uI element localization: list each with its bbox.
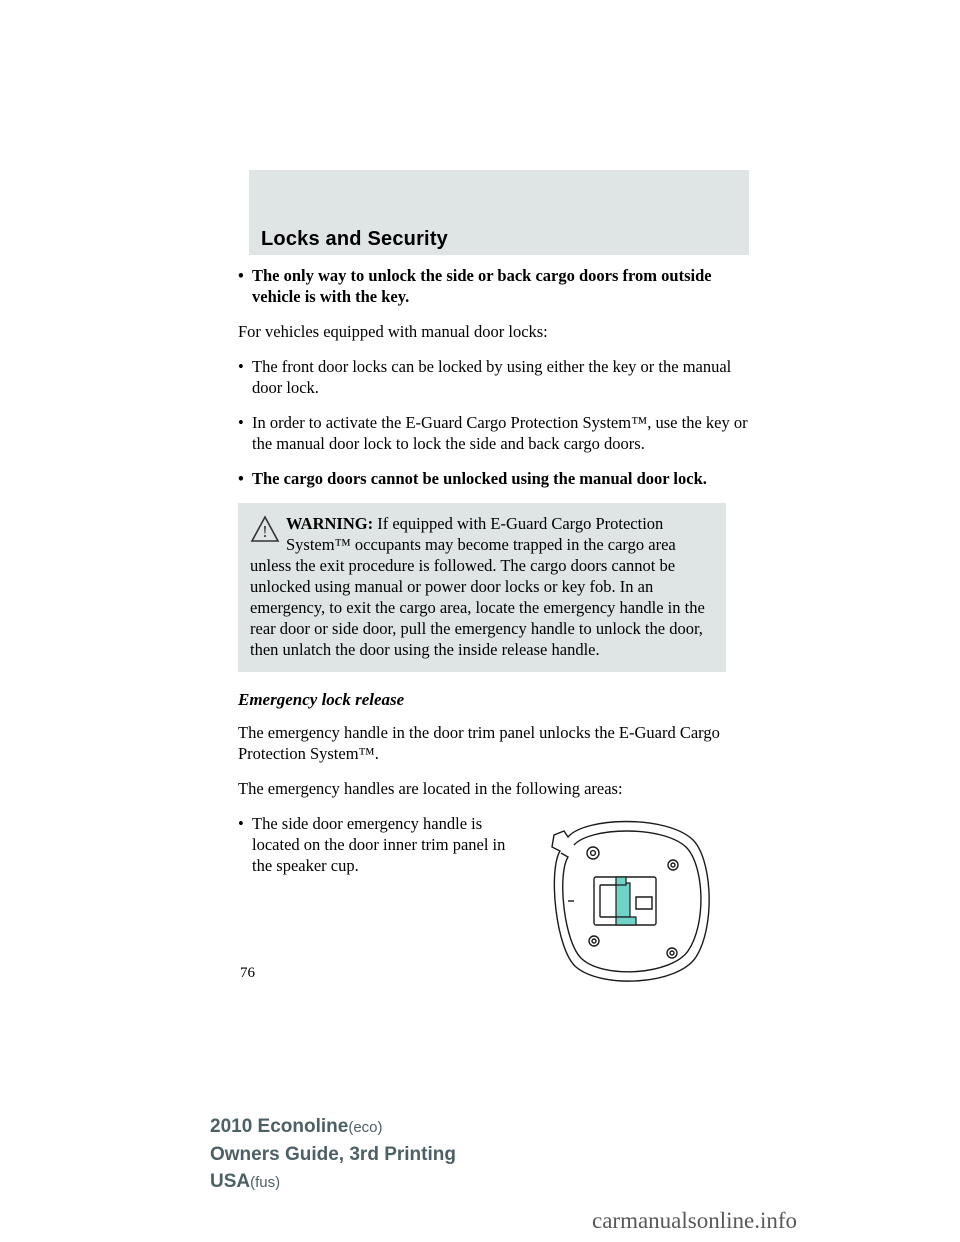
- list-item: [238, 813, 508, 876]
- footer-line-guide: [210, 1141, 456, 1168]
- page-number: 76: [240, 965, 255, 981]
- warning-text: If equipped with E-Guard Cargo Protection System™ occupants may become trapped in the cargo area unless the exit procedure is followed. The cargo doors cannot be unlocked using manual or power door locks or key fob. In an emergency, to exit the cargo area, locate the emergency handle in the rear door or side door, pull the emergency handle to unlock the door, then unlatch the door using the inside release handle.: [250, 514, 705, 659]
- warning-label: WARNING:: [286, 514, 374, 533]
- bullet-icon: •: [238, 357, 244, 376]
- list-item-text: The side door emergency handle is located on the door inner trim panel in the speaker cup.: [252, 814, 506, 875]
- page-content: [238, 265, 750, 1023]
- footer-market: USA: [210, 1171, 251, 1192]
- list-item-text: The only way to unlock the side or back cargo doors from outside vehicle is with the key.: [252, 266, 712, 306]
- list-item: [238, 356, 750, 398]
- footer-model-code: (eco): [348, 1119, 383, 1136]
- warning-box: [238, 503, 726, 672]
- footer-guide: Owners Guide, 3rd Printing: [210, 1144, 456, 1165]
- document-footer: [210, 1113, 456, 1196]
- bullet-icon: •: [238, 469, 244, 488]
- paragraph-emergency-handle: The emergency handle in the door trim panel unlocks the E-Guard Cargo Protection System™.: [238, 723, 720, 763]
- footer-market-code: (fus): [250, 1174, 281, 1191]
- list-item: [238, 468, 750, 489]
- svg-text:!: !: [262, 522, 268, 541]
- paragraph-handle-locations: The emergency handles are located in the following areas:: [238, 779, 623, 798]
- list-item-text: The cargo doors cannot be unlocked using the manual door lock.: [252, 469, 707, 488]
- section-subheading: Emergency lock release: [238, 690, 405, 709]
- paragraph-manual-locks: For vehicles equipped with manual door locks:: [238, 322, 548, 341]
- footer-line-model: [210, 1113, 456, 1141]
- footer-line-market: [210, 1168, 456, 1196]
- footer-model: 2010 Econoline: [210, 1116, 349, 1137]
- door-trim-panel-illustration: [530, 805, 730, 1005]
- list-item: [238, 265, 750, 307]
- site-watermark: carmanualsonline.info: [592, 1208, 798, 1233]
- list-item-text: The front door locks can be locked by using either the key or the manual door lock.: [252, 357, 732, 397]
- list-item-text: In order to activate the E-Guard Cargo Protection System™, use the key or the manual door lock to lock the side and back cargo doors.: [252, 413, 748, 453]
- figure-section: [238, 813, 750, 1023]
- warning-triangle-icon: [250, 515, 280, 543]
- bullet-icon: •: [238, 413, 244, 432]
- list-item: [238, 412, 750, 454]
- bullet-icon: •: [238, 266, 244, 285]
- page-title: Locks and Security: [261, 228, 448, 250]
- bullet-icon: •: [238, 814, 244, 833]
